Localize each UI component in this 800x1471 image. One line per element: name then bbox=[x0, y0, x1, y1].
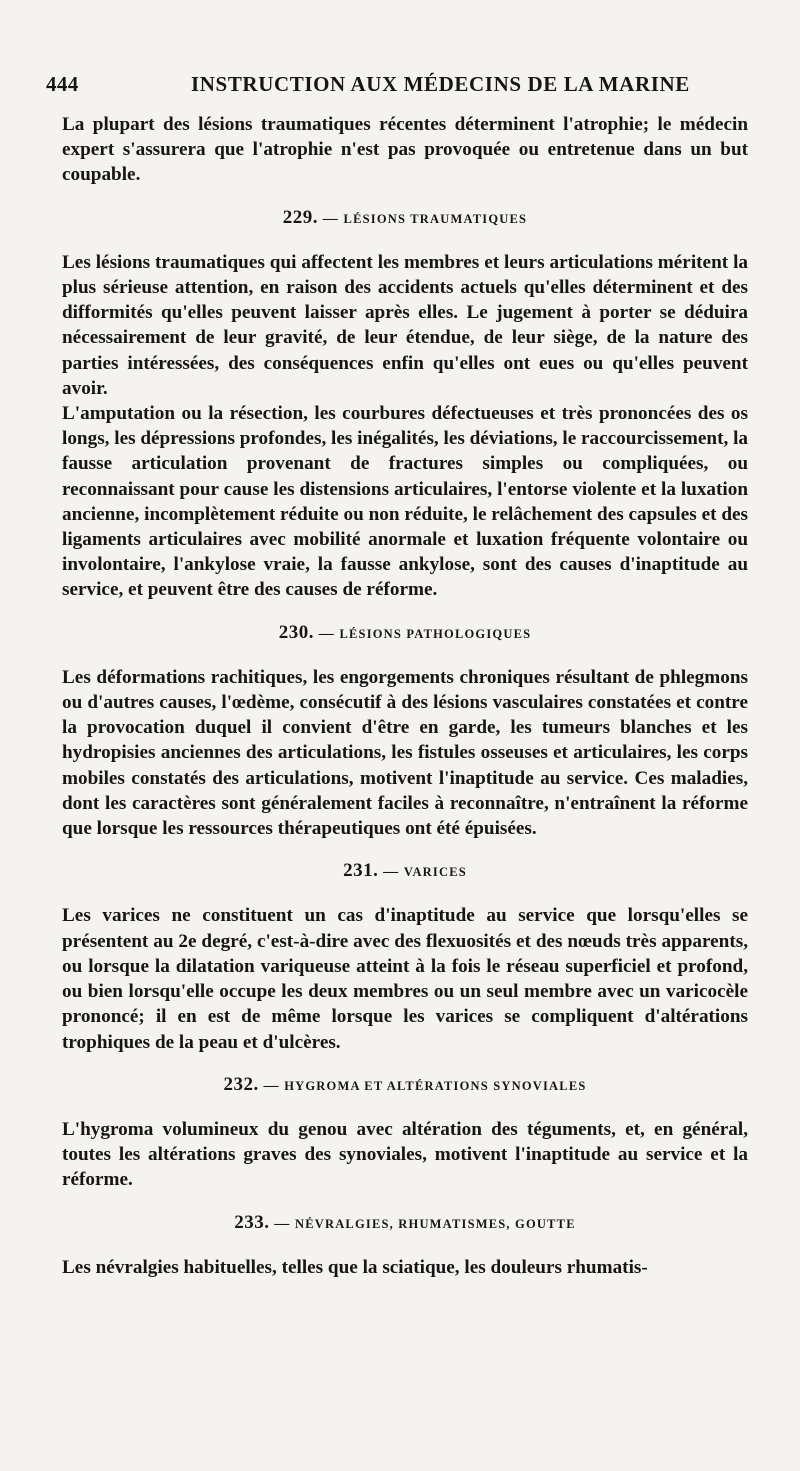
heading-dash: — bbox=[274, 1215, 291, 1232]
section-number: 232. bbox=[223, 1073, 259, 1095]
section-title: LÉSIONS PATHOLOGIQUES bbox=[339, 626, 532, 641]
section-number: 233. bbox=[234, 1211, 270, 1233]
running-header bbox=[46, 72, 760, 106]
section-number: 230. bbox=[278, 621, 314, 643]
section-number: 231. bbox=[343, 860, 379, 882]
heading-dash: — bbox=[263, 1077, 280, 1094]
section-heading-232 bbox=[62, 1072, 748, 1099]
section-number: 229. bbox=[282, 206, 319, 228]
heading-dash: — bbox=[318, 625, 335, 642]
section-title: LÉSIONS TRAUMATIQUES bbox=[343, 211, 528, 226]
section-231-paragraph-1: Les varices ne constituent un cas d'inaptitude au service que lorsqu'elles se présentent au 2e degré, c'est-à-dire avec des flexuosités et des nœuds très apparents, ou lorsque la dilatation variqueuse atteint à la fois le réseau superficiel et profond, ou bien lorsqu'elle occupe les deux membres ou un seul membre avec un varicocèle prononcé; il en est de même lorsque les varices se compliquent d'altérations trophiques de la peau et d'ulcères. bbox=[62, 905, 748, 1053]
section-title: HYGROMA ET ALTÉRATIONS SYNOVIALES bbox=[284, 1078, 587, 1093]
section-heading-233 bbox=[62, 1210, 748, 1237]
section-229-paragraph-1: Les lésions traumatiques qui affectent les membres et leurs articulations méritent la plus sérieuse attention, en raison des accidents actuels qu'elles déterminent et des difformités qu'elles peuvent laisser après elles. Le jugement à porter se déduira nécessairement de leur gravité, de leur étendue, de leur siège, de la nature des parties intéressées, des conséquences enfin qu'elles ont eues ou qu'elles peuvent avoir. bbox=[62, 251, 748, 399]
page-number: 444 bbox=[46, 72, 79, 96]
section-229-paragraph-2: L'amputation ou la résection, les courbures défectueuses et très prononcées des os longs, les dépressions profondes, les inégalités, les déviations, le raccourcissement, la fausse articulation provenant de fractures simples ou compliquées, ou reconnaissant pour cause les distensions articulaires, l'entorse violente et la luxation ancienne, incomplètement réduite ou non réduite, le relâchement des capsules et des ligaments articulaires avec mobilité anormale et luxation fréquente volontaire ou involontaire, l'ankylose vraie, la fausse ankylose, sont des causes d'inaptitude au service, et peuvent être des causes de réforme. bbox=[62, 403, 748, 601]
section-title: VARICES bbox=[403, 865, 467, 880]
heading-dash: — bbox=[322, 210, 339, 227]
section-232-paragraph-1: L'hygroma volumineux du genou avec altération des téguments, et, en général, toutes les altérations graves des synoviales, motivent l'inaptitude au service et la réforme. bbox=[62, 1118, 748, 1191]
section-title: NÉVRALGIES, RHUMATISMES, GOUTTE bbox=[294, 1216, 576, 1231]
section-233-paragraph-1: Les névralgies habituelles, telles que la sciatique, les douleurs rhumatis- bbox=[62, 1256, 648, 1278]
section-heading-230 bbox=[62, 620, 748, 647]
intro-paragraph: La plupart des lésions traumatiques récentes déterminent l'atrophie; le médecin expert s'assurera que l'atrophie n'est pas provoquée ou entretenue dans un but coupable. bbox=[62, 114, 748, 186]
heading-dash: — bbox=[383, 864, 400, 881]
section-heading-229 bbox=[62, 205, 748, 232]
running-title: INSTRUCTION AUX MÉDECINS DE LA MARINE bbox=[191, 72, 690, 96]
section-230-paragraph-1: Les déformations rachitiques, les engorgements chroniques résultant de phlegmons ou d'autres causes, l'œdème, consécutif à des lésions vasculaires constatées et contre la provocation duquel il convient d'être en garde, les tumeurs blanches et les hydropisies anciennes des articulations, les fistules osseuses et articulaires, les corps mobiles constatés des articulations, motivent l'inaptitude au service. Ces maladies, dont les caractères sont généralement faciles à reconnaître, n'entraînent la réforme que lorsque les ressources thérapeutiques ont été épuisées. bbox=[62, 666, 748, 840]
section-heading-231 bbox=[62, 858, 748, 885]
page-body bbox=[62, 112, 748, 1280]
